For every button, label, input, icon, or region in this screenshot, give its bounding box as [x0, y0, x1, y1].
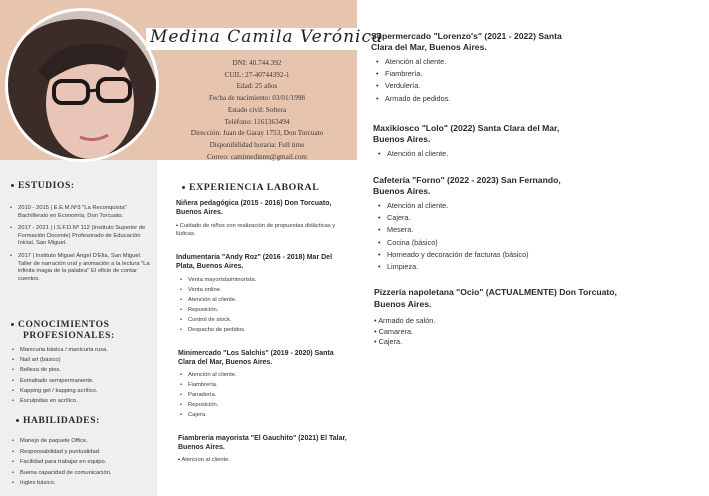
info-birthdate: Fecha de nacimiento: 03/01/1998	[208, 94, 305, 103]
conocimientos-list	[12, 345, 152, 406]
list-item: • Buena capacidad de comunicación.	[12, 468, 152, 479]
list-item: • Armado de pedidos.	[371, 93, 591, 105]
bullet-icon	[16, 419, 19, 422]
estudios-list	[10, 205, 150, 283]
list-item: • Atención al cliente.	[373, 200, 613, 212]
list-item: • Fiambrería.	[371, 68, 591, 80]
list-item: • Verdulería.	[371, 80, 591, 92]
habilidades-list	[12, 436, 152, 489]
list-item: • Camarera.	[374, 326, 414, 336]
job-title: Niñera pedagógica (2015 - 2016) Don Torcuato, Buenos Aires.	[176, 200, 332, 216]
list-item: • Facilidad para trabajar en equipo.	[12, 457, 152, 468]
job-list	[178, 457, 338, 465]
list-item: • Manejo de paquete Office.	[12, 436, 152, 447]
job-list	[180, 371, 340, 421]
job-title: Supermercado "Lorenzo's" (2021 - 2022) Santa Clara del Mar, Buenos Aires.	[371, 31, 562, 52]
info-cuil: CUIL: 27-40744392-1	[224, 70, 290, 79]
info-age: Edad: 25 años	[236, 82, 278, 91]
experiencia-heading: EXPERIENCIA LABORAL	[182, 182, 319, 193]
list-item: • Despacho de pedidos.	[180, 326, 340, 336]
list-item: • Cocina (básico)	[373, 237, 613, 249]
job-title: Minimercado "Los Salchis" (2019 - 2020) Santa Clara del Mar, Buenos Aires.	[178, 350, 334, 366]
list-item: • Cajera.	[374, 337, 403, 347]
list-item: • Cajera.	[373, 212, 613, 224]
job-title: Maxikiosco "Lolo" (2022) Santa Clara del Mar, Buenos Aires.	[373, 123, 560, 144]
list-item: • Ingles básico.	[12, 478, 152, 489]
job-title: Fiambreria mayorista "El Gauchito" (2021) El Talar, Buenos Aires.	[178, 435, 347, 451]
job-list	[180, 276, 340, 335]
profile-photo	[5, 8, 159, 162]
bullet-icon	[182, 186, 185, 189]
info-phone: Teléfono: 1161363494	[224, 117, 290, 126]
info-availability: Disponibilidad horaria: Full time	[209, 140, 305, 149]
list-item: • Atención al cliente.	[180, 296, 340, 306]
list-item: • Esmaltado semipermanente.	[12, 376, 152, 386]
list-item: • Atención al cliente.	[180, 371, 340, 381]
list-item: • Manicuria básica / manicuria rusa.	[12, 345, 152, 355]
list-item: • Horneado y decoración de facturas (básico)	[373, 249, 613, 261]
list-item: • Nail art (básico)	[12, 355, 152, 365]
job-list	[176, 223, 348, 238]
list-item: • Mesera.	[373, 224, 613, 236]
list-item: • Reposición.	[180, 401, 340, 411]
bullet-icon	[11, 323, 14, 326]
list-item: • • Cuidado de niños con realización de propuestas didácticas y lúdicas.	[176, 223, 348, 238]
job-title: Indumentaria "Andy Roz" (2016 - 2018) Mar Del Plata, Buenos Aires.	[176, 254, 333, 270]
list-item: • 2010 - 2015 | E.E.M.Nº3 "La Reconquista" Bachillerato en Economía, Don Torcuato.	[10, 205, 150, 220]
job-list	[371, 56, 591, 105]
list-item: • Panadería.	[180, 391, 340, 401]
list-item: • Venta online.	[180, 286, 340, 296]
list-item: • Venta mayorista/minorista.	[180, 276, 340, 286]
info-dni: DNI: 40.744.392	[232, 59, 282, 67]
conocimientos-heading: CONOCIMIENTOS PROFESIONALES:	[11, 320, 151, 341]
list-item: • 2017 - 2021 | I.S.F.D.Nº 112 (Instituto Superior de Formación Docente) Profesorado de Educación Inicial, San Miguel.	[10, 225, 150, 248]
info-address: Dirección: Juan de Garay 1753, Don Torcuato	[190, 129, 324, 138]
list-item: • 2017 | Instituto Miguel Ángel D'Elia, San Miguel. Taller de narración oral y animación a la lectura "La infinita magia de la palabra" El oficio de contar cuentos.	[10, 253, 150, 283]
personal-info	[160, 58, 354, 163]
portrait-illustration	[8, 11, 156, 159]
list-item: • Esculpidas en acrílico.	[12, 396, 152, 406]
list-item: • Kapping gel / kapping acrílico.	[12, 386, 152, 396]
full-name: Medina Camila Verónica	[150, 27, 384, 47]
info-email: Correo: camimedinnn@gmail.com	[206, 152, 308, 161]
list-item: • Responsabilidad y puntualidad.	[12, 447, 152, 458]
job-list	[373, 148, 593, 160]
list-item: • Fiambrería.	[180, 381, 340, 391]
list-item: • Cajera.	[180, 411, 340, 421]
habilidades-heading: HABILIDADES:	[16, 416, 100, 426]
list-item: • Atención al cliente.	[371, 56, 591, 68]
bullet-icon	[11, 184, 14, 187]
list-item: • Atención al cliente.	[373, 148, 593, 160]
estudios-heading: ESTUDIOS:	[11, 181, 75, 191]
job-title: Cafetería "Forno" (2022 - 2023) San Fernando, Buenos Aires.	[373, 175, 561, 196]
info-civil-status: Estado civil: Soltera	[227, 105, 287, 114]
list-item: • • Atencion al cliente.	[178, 457, 338, 465]
list-item: • Belleza de pies.	[12, 365, 152, 375]
job-list	[374, 316, 574, 348]
list-item: • Armado de salón.	[374, 316, 436, 325]
list-item: • Limpieza.	[373, 261, 613, 273]
job-list	[373, 200, 613, 273]
job-title: Pizzería napoletana "Ocio" (ACTUALMENTE) Don Torcuato, Buenos Aires.	[374, 287, 617, 310]
list-item: • Control de stock.	[180, 316, 340, 326]
list-item: • Reposición.	[180, 306, 340, 316]
